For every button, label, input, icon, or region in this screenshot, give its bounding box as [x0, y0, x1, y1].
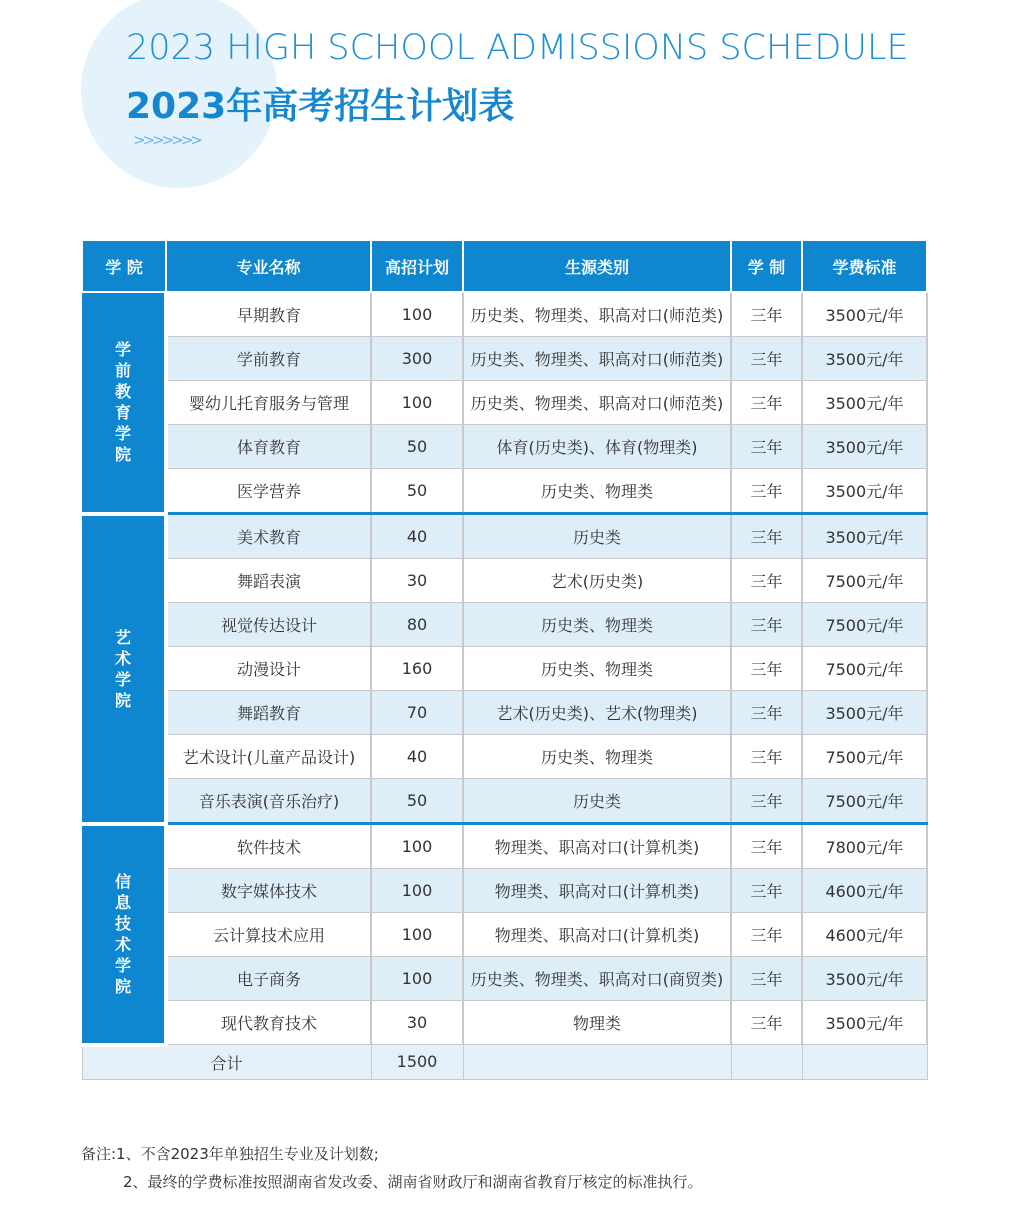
- table-row: [82, 869, 927, 913]
- major-cell: 早期教育: [166, 292, 371, 337]
- fee-cell: 4600元/年: [802, 913, 927, 957]
- header-source: 生源类别: [463, 240, 731, 292]
- major-cell: 音乐表演(音乐治疗): [166, 779, 371, 824]
- plan-cell: 30: [371, 559, 463, 603]
- years-cell: 三年: [731, 381, 802, 425]
- plan-cell: 100: [371, 381, 463, 425]
- header-major: 专业名称: [166, 240, 371, 292]
- header-fee: 学费标准: [802, 240, 927, 292]
- title-english: 2023 HIGH SCHOOL ADMISSIONS SCHEDULE: [126, 28, 909, 68]
- years-cell: 三年: [731, 913, 802, 957]
- college-cell: [82, 514, 166, 824]
- source-cell: 物理类、职高对口(计算机类): [463, 869, 731, 913]
- source-cell: 艺术(历史类)、艺术(物理类): [463, 691, 731, 735]
- note-line-2: 2、最终的学费标准按照湖南省发改委、湖南省财政厅和湖南省教育厅核定的标准执行。: [123, 1173, 703, 1191]
- plan-cell: 50: [371, 779, 463, 824]
- fee-cell: 7500元/年: [802, 735, 927, 779]
- major-cell: 艺术设计(儿童产品设计): [166, 735, 371, 779]
- plan-cell: 50: [371, 469, 463, 514]
- years-cell: 三年: [731, 514, 802, 559]
- years-cell: 三年: [731, 1001, 802, 1045]
- years-cell: 三年: [731, 869, 802, 913]
- years-cell: 三年: [731, 603, 802, 647]
- major-cell: 数字媒体技术: [166, 869, 371, 913]
- source-cell: 物理类、职高对口(计算机类): [463, 913, 731, 957]
- source-cell: 艺术(历史类): [463, 559, 731, 603]
- major-cell: 美术教育: [166, 514, 371, 559]
- notes: [81, 1140, 703, 1196]
- total-row: [82, 1045, 927, 1080]
- fee-cell: 3500元/年: [802, 957, 927, 1001]
- college-name: 艺术学院: [114, 627, 131, 710]
- college-name: 学前教育学院: [114, 340, 131, 465]
- plan-cell: 40: [371, 514, 463, 559]
- table-row: [82, 735, 927, 779]
- fee-cell: 3500元/年: [802, 469, 927, 514]
- source-cell: 历史类、物理类、职高对口(师范类): [463, 381, 731, 425]
- plan-cell: 100: [371, 913, 463, 957]
- years-cell: 三年: [731, 647, 802, 691]
- source-cell: 历史类、物理类: [463, 735, 731, 779]
- major-cell: 婴幼儿托育服务与管理: [166, 381, 371, 425]
- chevron-arrows-icon: >>>>>>>: [133, 131, 200, 149]
- table-row: [82, 337, 927, 381]
- source-cell: 历史类、物理类: [463, 603, 731, 647]
- total-empty-cell: [731, 1045, 802, 1080]
- plan-cell: 80: [371, 603, 463, 647]
- college-cell: [82, 292, 166, 514]
- major-cell: 软件技术: [166, 824, 371, 869]
- table-row: [82, 779, 927, 824]
- source-cell: 物理类、职高对口(计算机类): [463, 824, 731, 869]
- note-line-1: 备注:1、不含2023年单独招生专业及计划数;: [81, 1145, 379, 1163]
- total-label: 合计: [82, 1045, 371, 1080]
- fee-cell: 7500元/年: [802, 559, 927, 603]
- plan-cell: 160: [371, 647, 463, 691]
- years-cell: 三年: [731, 957, 802, 1001]
- table-row: [82, 469, 927, 514]
- source-cell: 历史类、物理类: [463, 647, 731, 691]
- college-name: 信息技术学院: [114, 872, 131, 996]
- table-row: [82, 691, 927, 735]
- college-cell: [82, 824, 166, 1045]
- fee-cell: 3500元/年: [802, 337, 927, 381]
- fee-cell: 4600元/年: [802, 869, 927, 913]
- fee-cell: 7500元/年: [802, 603, 927, 647]
- plan-cell: 70: [371, 691, 463, 735]
- table-row: [82, 381, 927, 425]
- years-cell: 三年: [731, 292, 802, 337]
- fee-cell: 3500元/年: [802, 292, 927, 337]
- plan-cell: 100: [371, 869, 463, 913]
- major-cell: 舞蹈表演: [166, 559, 371, 603]
- table-row: [82, 292, 927, 337]
- plan-cell: 50: [371, 425, 463, 469]
- major-cell: 医学营养: [166, 469, 371, 514]
- source-cell: 历史类: [463, 514, 731, 559]
- major-cell: 体育教育: [166, 425, 371, 469]
- years-cell: 三年: [731, 425, 802, 469]
- fee-cell: 3500元/年: [802, 514, 927, 559]
- source-cell: 历史类、物理类、职高对口(师范类): [463, 292, 731, 337]
- source-cell: 体育(历史类)、体育(物理类): [463, 425, 731, 469]
- table-row: [82, 425, 927, 469]
- major-cell: 电子商务: [166, 957, 371, 1001]
- header-plan: 高招计划: [371, 240, 463, 292]
- table-row: [82, 1001, 927, 1045]
- years-cell: 三年: [731, 779, 802, 824]
- plan-cell: 40: [371, 735, 463, 779]
- plan-cell: 100: [371, 824, 463, 869]
- fee-cell: 3500元/年: [802, 691, 927, 735]
- admissions-table: [81, 239, 928, 1080]
- plan-cell: 300: [371, 337, 463, 381]
- major-cell: 学前教育: [166, 337, 371, 381]
- title-chinese: 2023年高考招生计划表: [126, 86, 515, 127]
- table-row: [82, 559, 927, 603]
- table-header-row: [82, 240, 927, 292]
- fee-cell: 3500元/年: [802, 1001, 927, 1045]
- plan-cell: 100: [371, 957, 463, 1001]
- header-years: 学 制: [731, 240, 802, 292]
- fee-cell: 3500元/年: [802, 381, 927, 425]
- source-cell: 历史类、物理类、职高对口(商贸类): [463, 957, 731, 1001]
- years-cell: 三年: [731, 691, 802, 735]
- table-row: [82, 957, 927, 1001]
- years-cell: 三年: [731, 469, 802, 514]
- fee-cell: 7800元/年: [802, 824, 927, 869]
- years-cell: 三年: [731, 337, 802, 381]
- source-cell: 历史类: [463, 779, 731, 824]
- table-row: [82, 514, 927, 559]
- plan-cell: 30: [371, 1001, 463, 1045]
- major-cell: 视觉传达设计: [166, 603, 371, 647]
- table-row: [82, 647, 927, 691]
- plan-cell: 100: [371, 292, 463, 337]
- source-cell: 历史类、物理类、职高对口(师范类): [463, 337, 731, 381]
- major-cell: 云计算技术应用: [166, 913, 371, 957]
- fee-cell: 3500元/年: [802, 425, 927, 469]
- total-empty-cell: [463, 1045, 731, 1080]
- major-cell: 动漫设计: [166, 647, 371, 691]
- source-cell: 历史类、物理类: [463, 469, 731, 514]
- table-row: [82, 603, 927, 647]
- source-cell: 物理类: [463, 1001, 731, 1045]
- years-cell: 三年: [731, 824, 802, 869]
- header-college: 学 院: [82, 240, 166, 292]
- total-empty-cell: [802, 1045, 927, 1080]
- table-row: [82, 824, 927, 869]
- years-cell: 三年: [731, 559, 802, 603]
- major-cell: 现代教育技术: [166, 1001, 371, 1045]
- table-row: [82, 913, 927, 957]
- fee-cell: 7500元/年: [802, 779, 927, 824]
- total-plan: 1500: [371, 1045, 463, 1080]
- years-cell: 三年: [731, 735, 802, 779]
- fee-cell: 7500元/年: [802, 647, 927, 691]
- major-cell: 舞蹈教育: [166, 691, 371, 735]
